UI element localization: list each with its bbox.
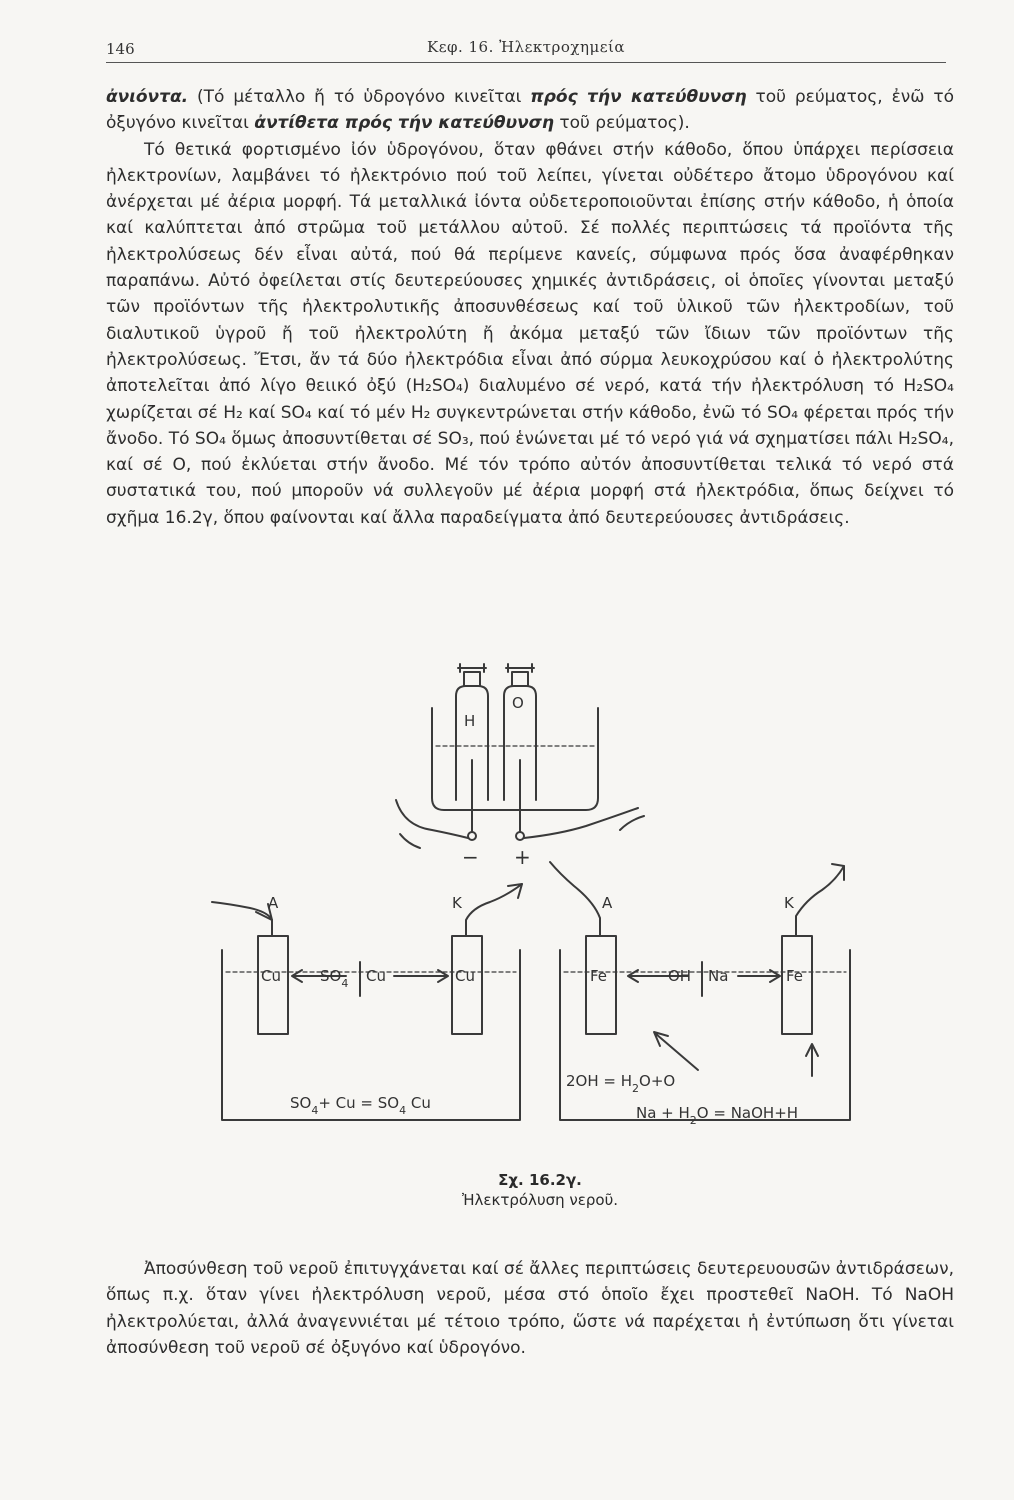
right-arrow-out [832,864,844,880]
right-ion-oh: OH [668,967,692,985]
emphasis-1: πρός τήν κατεύθυνση [530,87,747,107]
terminal-minus [468,832,476,840]
lead-term: ἀνιόντα. [106,87,189,107]
label-minus: − [462,845,479,869]
electrolysis-figure [190,650,870,1170]
flow-arrow-left [400,834,420,848]
right-anode-electrode: Fe [590,967,608,985]
right-anode-wire [550,862,600,936]
flow-line-left [396,800,468,838]
hydrogen-valve [458,664,486,686]
right-anode-label: A [602,894,613,912]
figure-caption [400,1170,680,1210]
right-cathode-plate [782,936,812,1034]
paragraph-2: Τό θετικά φορτισμένο ἰόν ὑδρογόνου, ὅταν φθάνει στήν κάθοδο, ὅπου ὑπάρχει περίσσεια ἠλεκτρονίων, λαμβάνει τό ἠλεκτρόνιο πού τοῦ λείπει, γίνεται οὐδέτερο ἄτομο ὑδρογόνου καί ἀνέρχεται μέ ἀέρια μορφή. Τά μεταλλικά ἰόντα οὐδετεροποιοῦνται ἐπίσης στήν κάθοδο, ἡ ὁποία καί καλύπτεται ἀπό στρῶμα τοῦ μετάλλου αὐτοῦ. Σέ πολλές περιπτώσεις τά προϊόντα τῆς ἠλεκτρολύσεως δέν εἶναι αὐτά, πού θά περίμενε κανείς, σύμφωνα πρός ὅσα ἀναφέρθηκαν παραπάνω. Αὐτό ὀφείλεται στίς δευτερεύουσες χημικές ἀντιδράσεις, οἱ ὁποῖες γίνονται μεταξύ τῶν προϊόντων τῆς ἠλεκτρολυτικῆς ἀποσυνθέσεως καί τοῦ ὑλικοῦ τῶν ἠλεκτροδίων, τοῦ διαλυτικοῦ ὑγροῦ ἤ τοῦ ἠλεκτρολύτη ἤ ἀκόμα μεταξύ τῶν ἴδιων τῶν προϊόντων τῆς ἠλεκτρολύσεως. Ἔτσι, ἄν τά δύο ἠλεκτρόδια εἶναι ἀπό σύρμα λευκοχρύσου καί ὁ ἠλεκτρολύτης ἀποτελεῖται ἀπό λίγο θειικό ὀξύ (H₂SO₄) διαλυμένο σέ νερό, κατά τήν ἠλεκτρόλυση τό H₂SO₄ χωρίζεται σέ H₂ καί SO₄ καί τό μέν H₂ συγκεντρώνεται στήν κάθοδο, ἐνῶ τό SO₄ φέρεται πρός τήν ἄνοδο. Τό SO₄ ὅμως ἀποσυντίθεται σέ SO₃, πού ἑνώνεται μέ τό νερό γιά νά σχηματίσει πάλι H₂SO₄, καί σέ O, πού ἐκλύεται στήν ἄνοδο. Μέ τόν τρόπο αὐτόν ἀποσυντίθεται τελικά τό νερό στά συστατικά του, πού μποροῦν νά συλλεγοῦν μέ ἀέρια μορφή στά ἠλεκτρόδια, ὅπως δείχνει τό σχῆμα 16.2γ, ὅπου φαίνονται καί ἄλλα παραδείγματα ἀπό δευτερεύουσες ἀντιδράσεις. [106,139,954,528]
oxygen-valve [506,664,534,686]
left-equation: $SO_4+ Cu = SO_4$ Cu [290,1094,431,1117]
figure-number: Σχ. 16.2γ. [498,1171,582,1189]
left-cathode-label: K [452,894,462,912]
label-h: H [464,712,476,730]
left-anode-plate [258,936,288,1034]
right-anode-plate [586,936,616,1034]
paragraph-1: ἀνιόντα. (Τό μέταλλο ἤ τό ὑδρογόνο κινεῖται πρός τήν κατεύθυνση τοῦ ρεύματος, ἐνῶ τό ὀξυγόνο κινεῖται ἀντίθετα πρός τήν κατεύθυνση τοῦ ρεύματος). [106,87,955,134]
emphasis-2: ἀντίθετα πρός τήν κατεύθυνση [254,113,554,134]
flow-arrow-right [620,816,644,830]
left-anode-wire [212,902,272,936]
page-number: 146 [106,40,135,58]
body-text-top [106,84,954,531]
right-up-arrow [806,1044,818,1076]
paragraph-3: Ἀποσύνθεση τοῦ νεροῦ ἐπιτυγχάνεται καί σέ ἄλλες περιπτώσεις δευτερευουσῶν ἀντιδράσεων, ὅπως π.χ. ὅταν γίνει ἠλεκτρόλυση νεροῦ, μέσα στό ὁποῖο ἔχει προστεθεῖ NaOH. Τό NaOH ἠλεκτρολύεται, ἀλλά ἀναγεννιέται μέ τέτοιο τρόπο, ὥστε νά παρέχεται ἡ ἐντύπωση ὅτι γίνεται ἀποσύνθεση τοῦ νεροῦ σέ ὀξυγόνο καί ὑδρογόνο. [106,1259,954,1358]
electrolysis-diagram [190,650,870,1170]
right-cathode-label: K [784,894,794,912]
right-ion-arrow-right [738,970,780,982]
left-cathode-electrode: Cu [455,967,475,985]
left-anode-electrode: Cu [261,967,281,985]
flow-line-right [524,808,638,838]
page-header [106,36,946,63]
left-ion-so4: $SO_4$ [320,967,349,990]
right-cathode-wire [796,866,844,936]
running-head: Κεφ. 16. Ἠλεκτροχημεία [426,38,626,56]
figure-title: Ἠλεκτρόλυση νεροῦ. [461,1191,619,1209]
left-ion-cu: Cu [366,967,386,985]
right-cathode-electrode: Fe [786,967,804,985]
right-equation-2: $Na + H_2O$ = NaOH+H [636,1104,799,1127]
terminal-plus [516,832,524,840]
label-plus: + [514,845,531,869]
label-o: O [512,694,524,712]
right-equation-1: $2OH = H_2O+O$ [566,1072,676,1095]
right-reaction-arrow [654,1032,698,1070]
left-anode-label: A [268,894,279,912]
left-cathode-plate [452,936,482,1034]
right-ion-na: Na [708,967,729,985]
body-text-bottom [106,1256,954,1361]
left-cathode-wire [466,884,522,936]
